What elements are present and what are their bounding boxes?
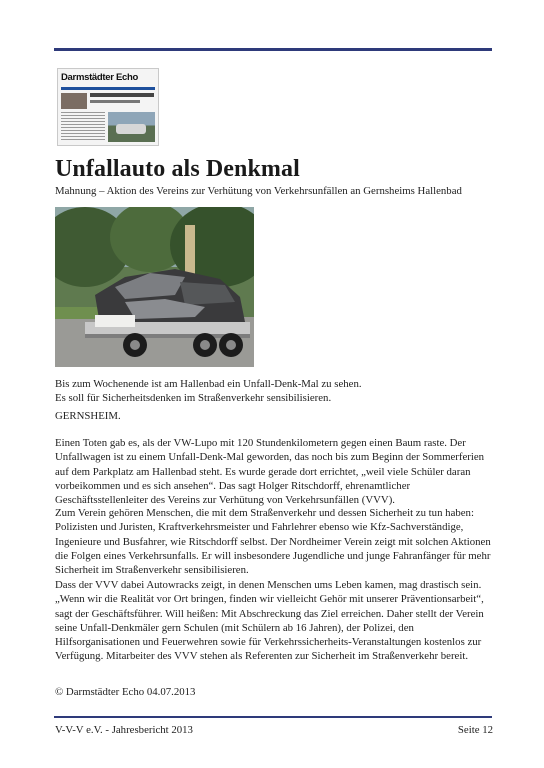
copyright-notice: © Darmstädter Echo 04.07.2013 (55, 686, 196, 698)
photo-caption: Bis zum Wochenende ist am Hallenbad ein Unfall-Denk-Mal zu sehen. Es soll für Sicherheitsdenken im Straßenverkehr sensibilisieren. (55, 378, 362, 404)
newspaper-clipping-thumbnail (57, 68, 159, 146)
article-paragraph: Dass der VVV dabei Autowracks zeigt, in denen Menschen ums Leben kamen, mag drastisch sein. „Wenn wir die Realität vor Ort bringen, finden wir vielleicht Gehör mit unserer Präventionsarbeit“, sagt der Geschäftsführer. Will heißen: Mit Abschreckung das Ziel erreichen. Daher stellt der Verein seine Unfall-Denkmäler gern Schulen (mit Schülern ab 16 Jahren), der Polizei, den Hilfsorganisationen und Feuerwehren sowie für Verkehrssicherheits-Veranstaltungen kostenlos zur Verfügung. Mitarbeiter des VVV stehen als Referenten zur Sicherheit im Straßenverkehr bereit. (55, 579, 484, 663)
article-paragraph: Einen Toten gab es, als der VW-Lupo mit 120 Stundenkilometern gegen einen Baum raste. Der Unfallwagen ist zu einem Unfall-Denk-Mal geworden, das noch bis zum Beginn der Sommerferien auf dem Parkplatz am Hallenbad steht. Es wurde gerade dort errichtet, „weil viele Schüler daran vorbeikommen und es sich ansehen“. Das sagt Holger Ritschdorff, ehrenamtlicher Geschäftsstellenleiter des Vereins zur Verhütung von Verkehrsunfällen (VVV). (55, 437, 485, 507)
article-dateline: GERNSHEIM. (55, 410, 121, 422)
article-paragraph: Zum Verein gehören Menschen, die mit dem Straßenverkehr und dessen Sicherheit zu tun haben: Polizisten und Juristen, Kraftverkehrsmeister und Fahrlehrer ebenso wie Kfz-Sachverständige, Ingenieure und Busfahrer, wie Ritschdorff selbst. Der Nordheimer Verein zeigt mit solchen Aktionen die Folgen eines Verkehrsunfalls. Er will insbesondere Jugendliche und junge Fahranfänger für mehr Sicherheit im Straßenverkehr sensibilisieren. (55, 507, 491, 577)
clipping-masthead: Darmstädter Echo (61, 72, 139, 83)
article-title: Unfallauto als Denkmal (55, 156, 300, 182)
article-subtitle: Mahnung – Aktion des Vereins zur Verhütung von Verkehrsunfällen an Gernsheims Hallenbad (55, 185, 462, 197)
footer-rule (54, 716, 492, 718)
wrecked-car-photo (55, 207, 254, 367)
footer-page-number: Seite 12 (457, 724, 493, 736)
header-rule (54, 48, 492, 51)
footer-report-title: V-V-V e.V. - Jahresbericht 2013 (55, 724, 193, 736)
